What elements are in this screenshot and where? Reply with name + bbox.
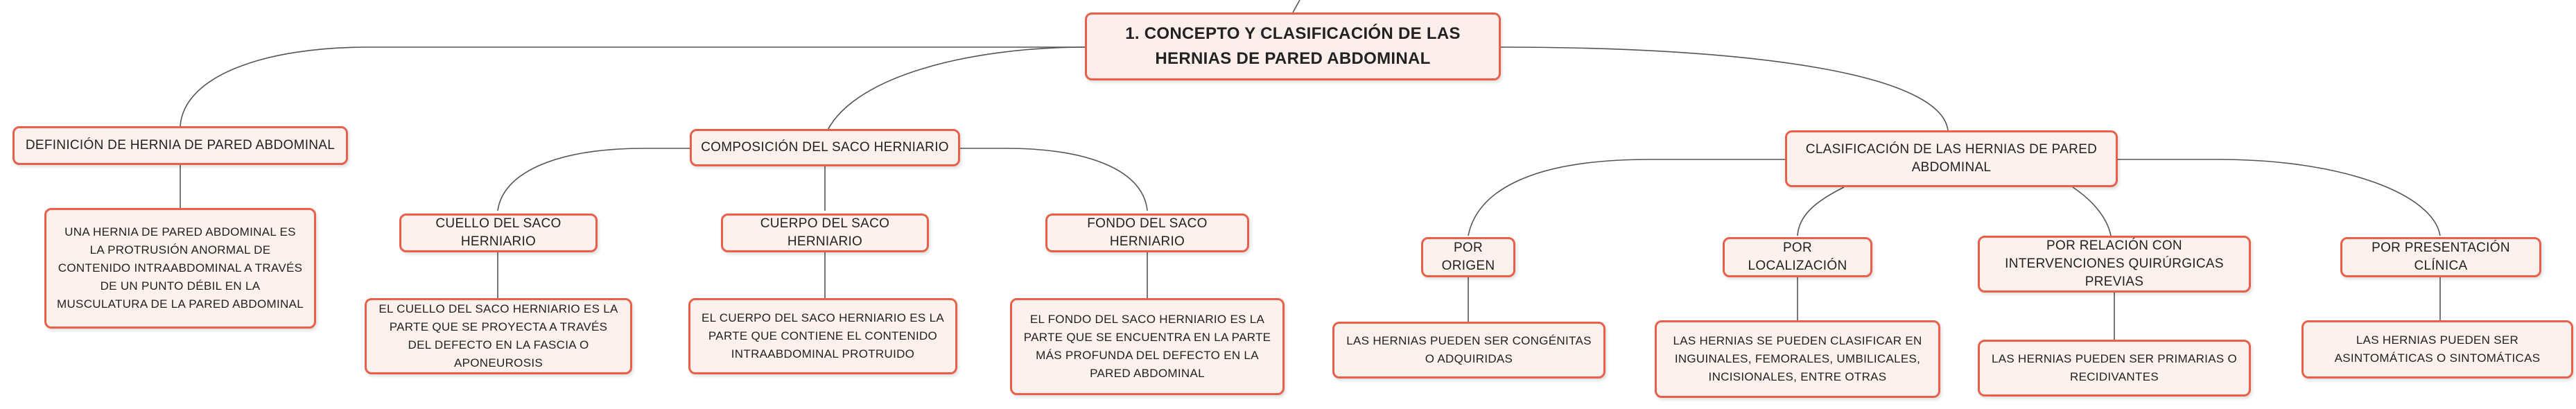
topic-cuerpo[interactable] (721, 214, 929, 252)
detail-definicion[interactable] (44, 208, 316, 329)
root-topic[interactable] (1085, 12, 1501, 80)
topic-definicion[interactable] (12, 126, 348, 165)
detail-fondo-text: EL FONDO DEL SACO HERNIARIO ES LA PARTE QUE SE ENCUENTRA EN LA PARTE MÁS PROFUNDA DEL DEFECTO EN LA PARED ABDOMINAL (1023, 313, 1271, 380)
topic-intervenciones[interactable] (1978, 236, 2251, 293)
connector-root-definicion (180, 47, 1085, 126)
detail-intervenciones[interactable] (1978, 340, 2251, 397)
topic-fondo[interactable] (1045, 214, 1249, 252)
topic-intervenciones-label: POR RELACIÓN CON INTERVENCIONES QUIRÚRGICAS PREVIAS (2005, 238, 2224, 289)
topic-composicion[interactable] (690, 129, 960, 166)
topic-cuello[interactable] (399, 214, 598, 252)
connector-root-clasificacion (1501, 47, 1948, 130)
topic-origen-label: POR ORIGEN (1441, 241, 1495, 273)
detail-cuerpo[interactable] (688, 298, 957, 374)
connector-composicion-cuello (498, 148, 690, 211)
detail-fondo[interactable] (1010, 298, 1285, 395)
topic-localizacion[interactable] (1723, 237, 1872, 277)
detail-origen-text: LAS HERNIAS PUEDEN SER CONGÉNITAS O ADQUIRIDAS (1346, 334, 1592, 365)
connector-root-top (1293, 0, 1300, 12)
detail-presentacion[interactable] (2301, 320, 2573, 378)
topic-cuerpo-label: CUERPO DEL SACO HERNIARIO (760, 216, 890, 249)
topic-definicion-label: DEFINICIÓN DE HERNIA DE PARED ABDOMINAL (25, 138, 336, 153)
topic-composicion-label: COMPOSICIÓN DEL SACO HERNIARIO (701, 140, 949, 155)
topic-fondo-label: FONDO DEL SACO HERNIARIO (1087, 216, 1208, 249)
topic-cuello-label: CUELLO DEL SACO HERNIARIO (435, 216, 562, 249)
detail-origen[interactable] (1332, 322, 1605, 378)
root-topic-label: 1. CONCEPTO Y CLASIFICACIÓN DE LAS HERNIAS DE PARED ABDOMINAL (1125, 24, 1461, 68)
topic-clasificacion[interactable] (1785, 130, 2118, 187)
detail-cuello-text: EL CUELLO DEL SACO HERNIARIO ES LA PARTE QUE SE PROYECTA A TRAVÉS DEL DEFECTO EN LA FASCIA O APONEUROSIS (378, 302, 618, 369)
topic-presentacion-label: POR PRESENTACIÓN CLÍNICA (2372, 241, 2510, 273)
connector-clasificacion-intervenciones (2073, 187, 2111, 236)
topic-origen[interactable] (1421, 237, 1515, 277)
detail-presentacion-text: LAS HERNIAS PUEDEN SER ASINTOMÁTICAS O SINTOMÁTICAS (2334, 333, 2541, 365)
detail-definicion-text: UNA HERNIA DE PARED ABDOMINAL ES LA PROTRUSIÓN ANORMAL DE CONTENIDO INTRAABDOMINAL A TRAVÉS DE UN PUNTO DÉBIL EN LA MUSCULATURA DE LA PARED ABDOMINAL (57, 225, 304, 311)
topic-localizacion-label: POR LOCALIZACIÓN (1748, 241, 1847, 273)
detail-intervenciones-text: LAS HERNIAS PUEDEN SER PRIMARIAS O RECIDIVANTES (1991, 352, 2238, 383)
connector-composicion-fondo (960, 148, 1147, 211)
connector-clasificacion-origen (1468, 159, 1785, 236)
connector-clasificacion-localizacion (1798, 187, 1844, 236)
connector-clasificacion-presentacion (2118, 159, 2440, 236)
connector-root-composicion (825, 47, 1085, 136)
detail-localizacion-text: LAS HERNIAS SE PUEDEN CLASIFICAR EN INGUINALES, FEMORALES, UMBILICALES, INCISIONALES, ENTRE OTRAS (1673, 334, 1922, 383)
detail-cuerpo-text: EL CUERPO DEL SACO HERNIARIO ES LA PARTE QUE CONTIENE EL CONTENIDO INTRAABDOMINAL PROTRUIDO (702, 311, 944, 360)
topic-clasificacion-label: CLASIFICACIÓN DE LAS HERNIAS DE PARED ABDOMINAL (1805, 142, 2098, 175)
detail-cuello[interactable] (365, 298, 632, 374)
detail-localizacion[interactable] (1655, 320, 1940, 398)
topic-presentacion[interactable] (2340, 237, 2541, 277)
